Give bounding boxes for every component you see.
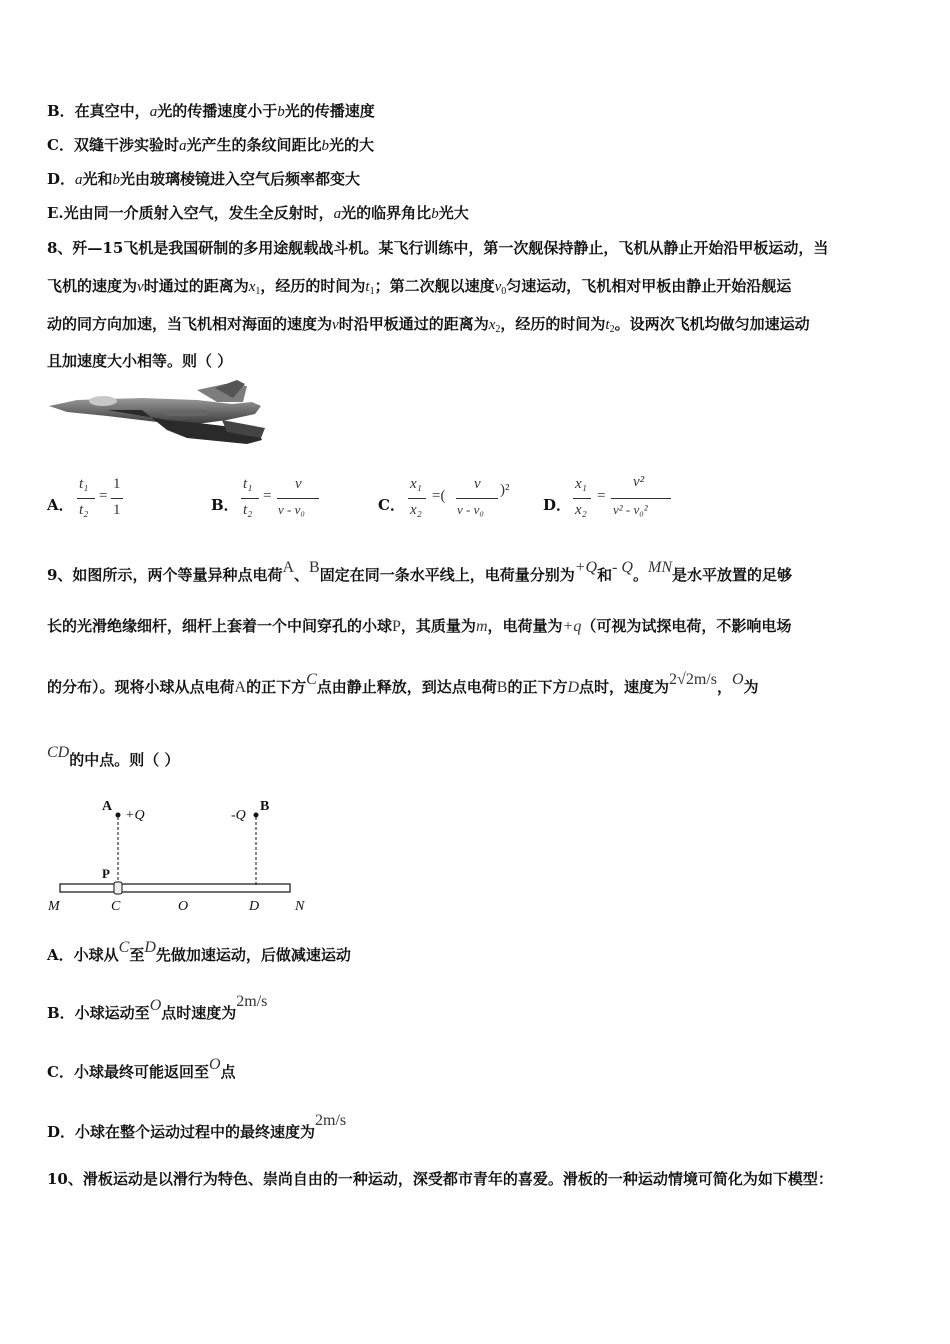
q8-stem-line-2: 飞机的速度为v时通过的距离为$x_1$，经历的时间为$t_1$；第二次舰以速度$v_0$匀速运动，飞机相对甲板由静止开始沿舰运 — [47, 277, 792, 297]
q7-option-b: B．在真空中，a光的传播速度小于b光的传播速度 — [47, 102, 375, 120]
label-C: C — [111, 899, 121, 914]
label-P: P — [102, 866, 110, 881]
q9-stem-line-4: CD的中点。则（ ） — [47, 744, 180, 769]
label-D: D — [249, 899, 260, 914]
fighter-jet-image — [47, 380, 267, 450]
q9-stem-line-2: 长的光滑绝缘细杆，细杆上套着一个中间穿孔的小球P，其质量为m，电荷量为+q（可视为试探电荷，不影响电场 — [47, 617, 792, 635]
label-A: A — [102, 799, 113, 814]
q8-stem-line-3: 动的同方向加速，当飞机相对海面的速度为v时沿甲板通过的距离为$x_2$，经历的时间为$t_2$。设两次飞机均做匀加速运动 — [47, 315, 810, 335]
label-plus-Q: +Q — [125, 808, 145, 823]
q10-stem-line-1: 10、滑板运动是以滑行为特色、崇尚自由的一种运动，深受都市青年的喜爱。滑板的一种运动情境可简化为如下模型： — [47, 1170, 833, 1188]
q9-stem-line-3: 的分布）。现将小球从点电荷A的正下方C点由静止释放，到达点电荷B的正下方D点时，速度为2√2m/s，O为 — [47, 671, 759, 696]
q9-option-d: D．小球在整个运动过程中的最终速度为2m/s — [47, 1112, 347, 1141]
rod-MN — [60, 884, 290, 892]
charge-A — [116, 813, 121, 818]
label-N: N — [295, 899, 305, 914]
charge-B — [254, 813, 259, 818]
label-minus-Q: -Q — [231, 808, 246, 823]
q8-option-b: B． t₁ t₂ = v v - v₀ — [211, 474, 351, 524]
q7-option-d: D．a光和b光由玻璃棱镜进入空气后频率都变大 — [47, 170, 361, 188]
ball-P — [114, 882, 122, 894]
q7-option-e: E.光由同一介质射入空气，发生全反射时，a光的临界角比b光大 — [47, 204, 469, 222]
q8-option-a: A． t₁ t₂ = 1 1 — [47, 474, 187, 524]
q8-option-c: C． x₁ x₂ =( v v - v₀ )² — [378, 476, 510, 518]
label-O: O — [178, 899, 189, 914]
q9-option-c: C．小球最终可能返回至O点 — [47, 1056, 236, 1081]
q7-option-c: C．双缝干涉实验时a光产生的条纹间距比b光的大 — [47, 136, 374, 154]
q9-option-a: A．小球从C至D先做加速运动，后做减速运动 — [47, 939, 351, 964]
q9-charge-diagram — [45, 795, 320, 920]
label-M: M — [48, 899, 60, 914]
q9-stem-line-1: 9、如图所示，两个等量异种点电荷A、B固定在同一条水平线上，电荷量分别为+Q和- Q。MN是水平放置的足够 — [47, 559, 793, 584]
q8-option-d: D． x₁ x₂ = v² v² - v₀² — [543, 474, 693, 524]
q9-option-b: B．小球运动至O点时速度为2m/s — [47, 993, 268, 1022]
q8-stem-line-1: 8、歼—15飞机是我国研制的多用途舰载战斗机。某飞行训练中，第一次舰保持静止，飞机从静止开始沿甲板运动，当 — [47, 239, 829, 257]
label-B: B — [260, 799, 270, 814]
q8-stem-line-4: 且加速度大小相等。则（ ） — [47, 352, 233, 370]
